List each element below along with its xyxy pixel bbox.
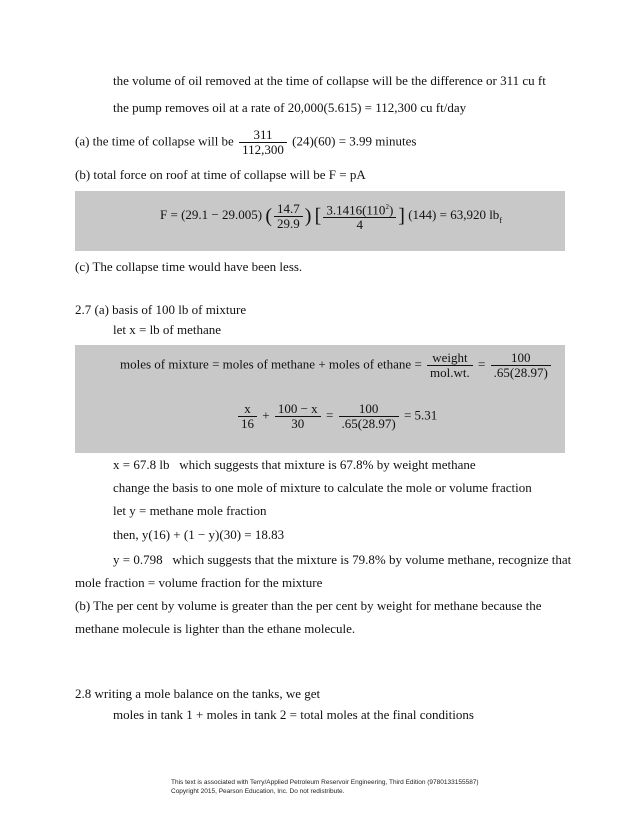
fraction-numerator: 311 <box>253 127 273 142</box>
x-result-line <box>113 457 476 473</box>
fraction-denominator: .65(28.97) <box>491 365 551 380</box>
fraction-100-over-molwt <box>491 351 551 380</box>
equation-moles <box>120 351 553 380</box>
text-change-basis: change the basis to one mole of mixture to calculate the mole or volume fraction <box>113 480 532 495</box>
force-lhs: F = <box>160 207 178 223</box>
square-bracket-close: ] <box>398 205 405 228</box>
fraction-denominator: 112,300 <box>239 142 287 157</box>
text-mole-fraction: mole fraction = volume fraction for the mixture <box>75 575 323 590</box>
fraction-100-over-molwt <box>339 402 399 431</box>
part-b-per-cent: (b) The per cent by volume is greater than the per cent by weight for methane because the <box>75 598 542 613</box>
equation-force <box>160 200 502 232</box>
force-result: (144) = 63,920 lb <box>408 207 500 223</box>
fraction-numerator: 100 − x <box>277 401 318 416</box>
part-b-total-force: (b) total force on roof at time of collapse will be F = pA <box>75 167 366 182</box>
equals-sign: = <box>478 356 486 372</box>
part-a-label: (a) the time of collapse will be <box>75 133 234 149</box>
fraction-denominator: 29.9 <box>274 216 303 231</box>
fraction-denominator: mol.wt. <box>427 365 473 380</box>
text-volume-removed: the volume of oil removed at the time of collapse will be the difference or 311 cu ft <box>113 73 546 88</box>
fraction-numerator: 100 <box>358 401 379 416</box>
x-comment: which suggests that mixture is 67.8% by weight methane <box>179 457 476 472</box>
bracket-open: ( <box>265 205 272 228</box>
fraction-311-over-112300 <box>239 128 287 157</box>
fraction-denominator: 30 <box>275 416 321 431</box>
pump-rate-equation: 20,000(5.615) = 112,300 cu ft/day <box>287 100 467 115</box>
text-let-x: let x = lb of methane <box>113 322 222 337</box>
fraction-denominator: .65(28.97) <box>339 416 399 431</box>
fraction-14-7-over-29-9 <box>274 202 303 231</box>
footer-attribution: This text is associated with Terry/Applied Petroleum Reservoir Engineering, Third Edition (9780133155587) <box>171 779 479 786</box>
footer-copyright: Copyright 2015, Pearson Education, Inc. Do not redistribute. <box>171 788 345 795</box>
text-moles-in-tanks: moles in tank 1 + moles in tank 2 = total moles at the final conditions <box>113 707 474 722</box>
equals-sign: = <box>325 407 334 423</box>
fraction-area <box>323 200 396 232</box>
fraction-numerator: 14.7 <box>276 200 300 216</box>
force-pressure-difference: (29.1 − 29.005) <box>181 207 263 223</box>
fraction-numerator: $3.1416(110^2)$ <box>326 202 394 218</box>
fraction-numerator: x <box>244 401 251 416</box>
part-b-continuation: methane molecule is lighter than the ethane molecule. <box>75 621 356 636</box>
plus-sign: + <box>262 407 270 423</box>
square-bracket-open: [ <box>314 205 322 228</box>
text-let-y: let y = methane mole fraction <box>113 503 267 518</box>
section-2-8-heading: 2.8 writing a mole balance on the tanks, we get <box>75 686 321 701</box>
moles-text: moles of mixture = moles of methane + moles of ethane = <box>120 356 422 372</box>
fraction-numerator: 100 <box>510 350 531 365</box>
force-unit-subscript: f <box>499 215 502 225</box>
equation-x <box>236 402 437 431</box>
part-a-collapse-time <box>75 128 416 157</box>
part-c-text: (c) The collapse time would have been less. <box>75 259 303 274</box>
fraction-100-minus-x-over-30 <box>275 402 321 431</box>
y-result: y = 0.798 <box>113 552 163 567</box>
equation-then-y: then, y(16) + (1 − y)(30) = 18.83 <box>113 527 285 542</box>
part-a-result: (24)(60) = 3.99 minutes <box>292 133 417 149</box>
fraction-denominator: 16 <box>238 416 257 431</box>
x-equation-result: = 5.31 <box>403 407 438 423</box>
section-2-7-heading: 2.7 (a) basis of 100 lb of mixture <box>75 302 247 317</box>
fraction-weight-over-molwt <box>427 351 473 380</box>
text-pump-rate <box>113 100 466 116</box>
footer <box>171 778 479 796</box>
fraction-denominator: 4 <box>323 217 396 232</box>
x-result: x = 67.8 lb <box>113 457 170 472</box>
fraction-x-over-16 <box>238 402 257 431</box>
bracket-close: ) <box>304 205 312 228</box>
fraction-numerator: weight <box>432 350 468 365</box>
y-comment: which suggests that the mixture is 79.8% by volume methane, recognize that <box>172 552 572 567</box>
pump-rate-label: the pump removes oil at a rate of <box>113 100 285 115</box>
y-result-line <box>113 552 571 568</box>
